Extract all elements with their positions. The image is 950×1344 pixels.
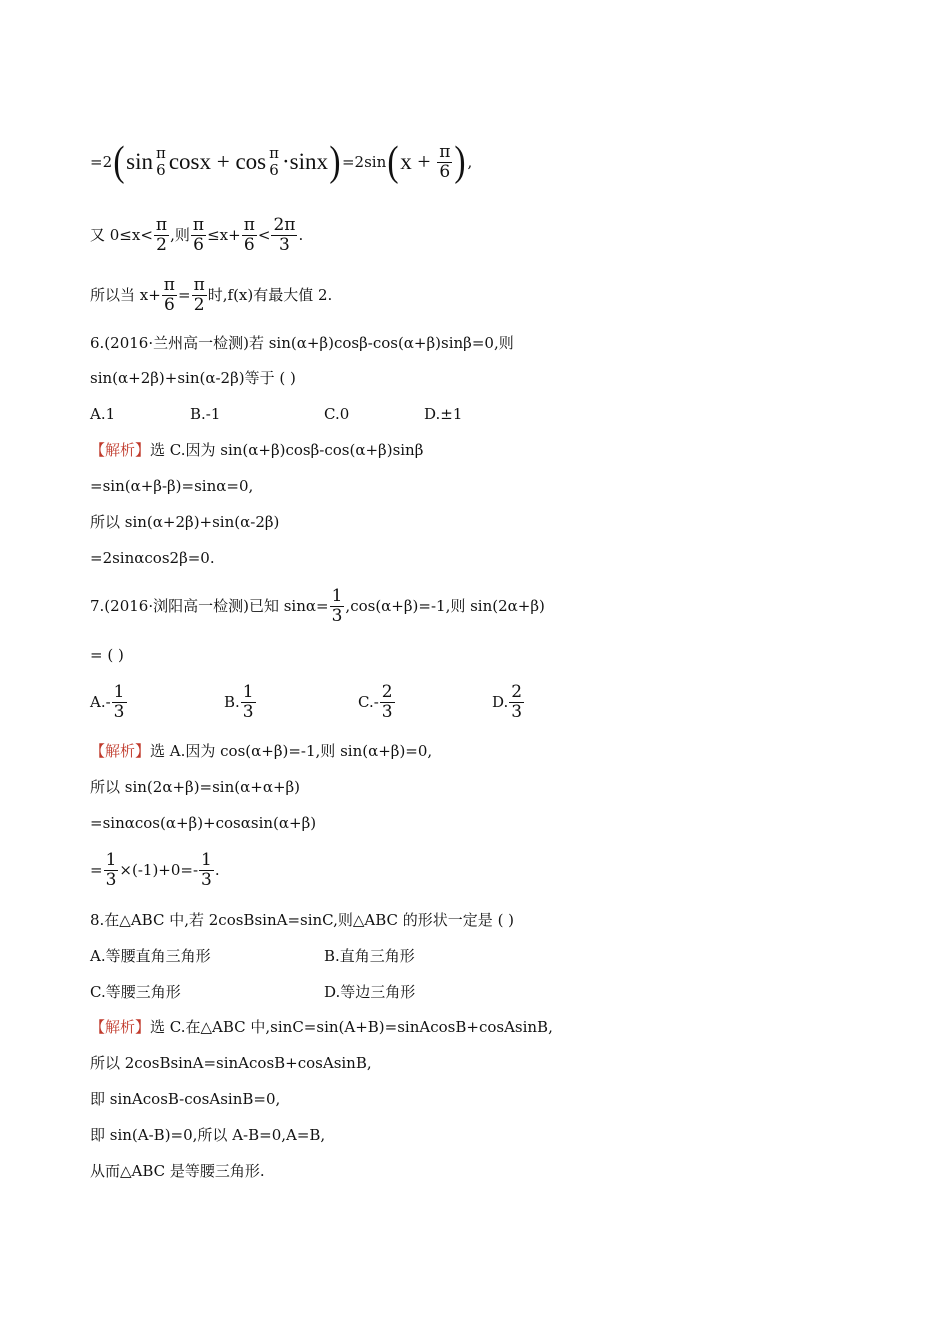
solution-line: 【解析】选 A.因为 cos(α+β)=-1,则 sin(α+β)=0, [90, 742, 433, 760]
option-b: B. $\frac{1}{3}$ [224, 681, 254, 722]
left-paren: ( [113, 139, 125, 185]
solution-line: 即 sin(A-B)=0,所以 A-B=0,A=B, [90, 1126, 326, 1144]
option-a: A.- $\frac{1}{3}$ [90, 681, 125, 722]
solution-line: 即 sinAcosB-cosAsinB=0, [90, 1090, 281, 1108]
analysis-tag: 【解析】 [90, 441, 151, 459]
option-b: B.直角三角形 [324, 947, 415, 965]
formula-line-3: 所以当 x+ $\frac{\pi}{6}$ = $\frac{\pi}{2}$ 时,f(x)有最大值 2. [90, 274, 333, 315]
option-d: D. $\frac{2}{3}$ [492, 681, 523, 722]
option-d: D.±1 [424, 405, 463, 423]
fraction: π 6 [269, 144, 279, 179]
solution-line: =sin(α+β-β)=sinα=0, [90, 477, 254, 495]
fraction: π 6 [155, 144, 166, 179]
fraction: $\frac{\pi}{6}$ [192, 214, 205, 255]
option-b: B.-1 [190, 405, 221, 423]
fraction: $\frac{1}{3}$ [331, 585, 343, 626]
formula-line-2: 又 0≤x< $\frac{\pi}{2}$ ,则 $\frac{\pi}{6}$ ≤x+ $\frac{\pi}{6}$ < $\frac{2\pi}{3}$ . [90, 214, 304, 255]
solution-line: 所以 sin(2α+β)=sin(α+α+β) [90, 778, 301, 796]
analysis-tag: 【解析】 [90, 1018, 151, 1036]
fraction: $\frac{2\pi}{3}$ [273, 214, 296, 255]
question-8-stem: 8.在△ABC 中,若 2cosBsinA=sinC,则△ABC 的形状一定是 ( ) [90, 911, 515, 929]
solution-line: 【解析】选 C.在△ABC 中,sinC=sin(A+B)=sinAcosB+cosAsinB, [90, 1018, 553, 1036]
option-c: C.0 [324, 405, 350, 423]
solution-line: 所以 sin(α+2β)+sin(α-2β) [90, 513, 280, 531]
option-c: C.- $\frac{2}{3}$ [358, 681, 393, 722]
option-d: D.等边三角形 [324, 983, 416, 1001]
formula-text: =2sin [341, 153, 387, 171]
option-c: C.等腰三角形 [90, 983, 181, 1001]
left-paren: ( [387, 139, 399, 185]
formula-text: x + [400, 149, 437, 174]
solution-line: =sinαcos(α+β)+cosαsin(α+β) [90, 814, 317, 832]
right-paren: ) [329, 139, 341, 185]
solution-line: = $\frac{1}{3}$ ×(-1)+0=- $\frac{1}{3}$ . [90, 849, 220, 890]
question-7-stem: 7.(2016·浏阳高一检测)已知 sinα= $\frac{1}{3}$ ,cos(α+β)=-1,则 sin(2α+β) [90, 585, 545, 626]
formula-text: sin [126, 149, 153, 174]
solution-line: 【解析】选 C.因为 sin(α+β)cosβ-cos(α+β)sinβ [90, 441, 424, 459]
solution-line: 从而△ABC 是等腰三角形. [90, 1162, 265, 1180]
fraction: $\frac{\pi}{2}$ [193, 274, 205, 315]
solution-line: =2sinαcos2β=0. [90, 549, 215, 567]
analysis-tag: 【解析】 [90, 742, 151, 760]
question-6-stem-cont: sin(α+2β)+sin(α-2β)等于 ( ) [90, 369, 296, 387]
formula-text: =2 [90, 153, 113, 171]
formula-line-1: =2(sin π 6 cosx + cos π 6 ·sinx)=2sin(x + $\frac{\pi}{6}$ ), [90, 139, 473, 185]
solution-line: 所以 2cosBsinA=sinAcosB+cosAsinB, [90, 1054, 372, 1072]
fraction: $\frac{\pi}{2}$ [155, 214, 168, 255]
formula-text: ·sinx [281, 149, 328, 174]
question-7-stem-cont: = ( ) [90, 646, 124, 664]
fraction: $\frac{\pi}{6}$ [439, 141, 451, 182]
fraction: $\frac{\pi}{6}$ [243, 214, 255, 255]
formula-text: cosx + cos [168, 149, 267, 174]
option-a: A.1 [90, 405, 116, 423]
fraction: $\frac{\pi}{6}$ [163, 274, 175, 315]
right-paren: ) [454, 139, 467, 185]
question-6-stem: 6.(2016·兰州高一检测)若 sin(α+β)cosβ-cos(α+β)sinβ=0,则 [90, 334, 514, 352]
option-a: A.等腰直角三角形 [90, 947, 211, 965]
